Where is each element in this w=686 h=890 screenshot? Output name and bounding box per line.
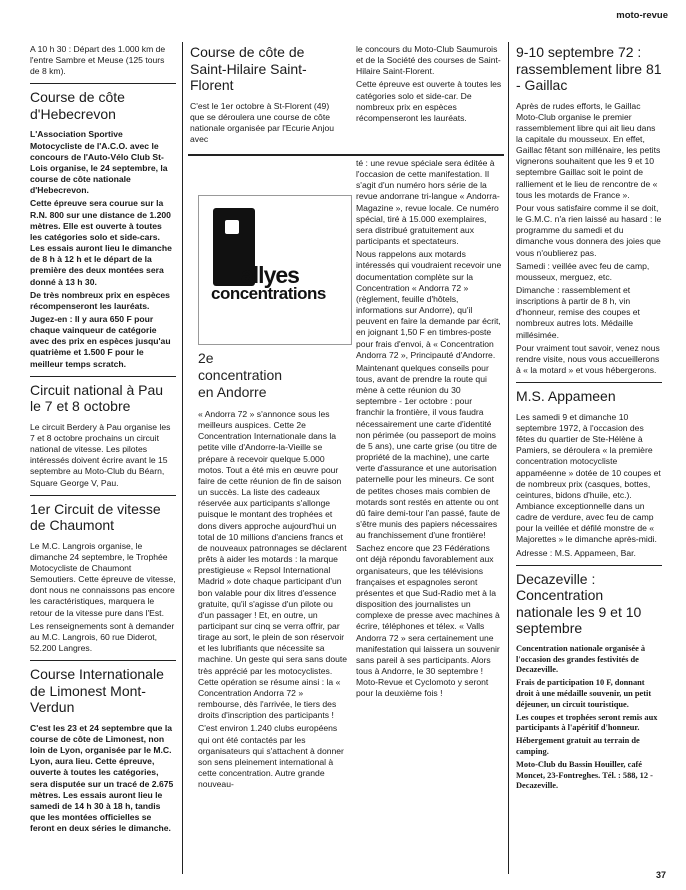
article-paragraph: Après de rudes efforts, le Gaillac Moto-Club organise le premier rassemblement libre qui ait lieu dans la capitale du mousseux. En effet, Gaillac fêtant son millénaire, les petits vignerons souhaitent que les 9 et 10 septembre Gaillac soit le point de ralliement et le lieu de rencontre de « tous les motards de France ». [516, 100, 661, 200]
article-paragraph: Dimanche : rassemblement et inscriptions à partir de 8 h, vin d'honneur, remise des coupes et nombreux autres lots. Médaille millésimée. [516, 285, 640, 340]
rallyes-concentrations-logo [198, 195, 352, 345]
article-paragraph: le concours du Moto-Club Saumurois et de la Société des courses de Saint-Hilaire Saint-Florent. [356, 44, 501, 77]
column-3-body [356, 158, 502, 878]
article-paragraph: té : une revue spéciale sera éditée à l'occasion de cette manifestation. Il s'agit d'un numéro hors série de la revue andorrane tri-langue « Andorra-Magazine », revue locale. Ce numéro spécial, tiré à 15.000 exemplaires, sera distribué gratuitement aux participants et spectateurs. [356, 158, 500, 247]
article-title: 2e concentration en Andorre [198, 350, 283, 400]
article-title: Course de côte de Saint-Hilaire Saint-Florent [190, 44, 307, 93]
column-divider [182, 42, 183, 874]
article-paragraph: Les coupes et trophées seront remis aux participants à l'apéritif d'honneur. [516, 712, 658, 733]
column-1 [30, 44, 176, 879]
article-paragraph: Concentration nationale organisée à l'occasion des grandes festivités de Decazeville. [516, 643, 646, 675]
article-paragraph: Adresse : M.S. Appameen, Bar. [516, 547, 636, 558]
article-paragraph: Le M.C. Langrois organise, le dimanche 24 septembre, le Trophée Motocycliste de Chaumont Semoutiers. Cette épreuve de vitesse, dont nous ne connaissons pas encore les caractéristiques, marquera le retour de la vitesse pure dans l'Est. [30, 540, 176, 618]
article-paragraph: De très nombreux prix en espèces récompenseront les lauréats. [30, 289, 170, 311]
column-2-top [190, 44, 340, 194]
article-paragraph: Samedi : veillée avec feu de camp, mousseux, merguez, etc. [516, 260, 650, 282]
article-paragraph: Cette épreuve sera courue sur la R.N. 800 sur une distance de 1.200 mètres. Elle est ouverte à toutes les catégories solo et side-cars. Les essais auront lieu le dimanche de 8 h à 12 h et le départ de la première des deux montées sera donné à 13 h 30. [30, 198, 172, 287]
section-divider [188, 154, 504, 156]
article-paragraph: Le circuit Berdery à Pau organise les 7 et 8 octobre prochains un circuit national de vitesse. Les pilotes intéressés doivent écrire avant le 15 septembre au Moto-Club du Béarn, Square George V, Pau. [30, 421, 171, 488]
column-3-top [356, 44, 502, 154]
article-paragraph: Jugez-en : Il y aura 650 F pour chaque vainqueur de catégorie avec des prix en espèces jusqu'au quatrième et 1.500 F pour le meilleur temps scratch. [30, 313, 171, 369]
page-number: 37 [655, 870, 666, 880]
article-paragraph: Les renseignements sont à demander au M.C. Langrois, 60 rue Diderot, 52.200 Langres. [30, 620, 175, 654]
column-4 [516, 44, 662, 879]
article-paragraph: C'est les 23 et 24 septembre que la course de côte de Limonest, non loin de Lyon, organisée par le M.C. Lyon, aura lieu. Cette épreuve, ouverte à toutes les catégories, sera disputée sur un tracé de 2.675 mètres. Les essais auront lieu le samedi de 14 h 30 à 18 h, tandis que les montées officielles se feront en deux séries le dimanche. [30, 722, 174, 834]
logo-text: concentrations [211, 284, 326, 303]
article-paragraph: L'Association Sportive Motocycliste de l'A.C.O. avec le concours de l'Auto-Vélo Club St-Lois organise, le 24 septembre, la course de côte nationale d'Hebecrevon. [30, 129, 168, 196]
column-2-body [198, 350, 348, 878]
article-paragraph: Moto-Club du Bassin Houiller, café Moncet, 23-Fontreghes. Tél. : 588, 12 - Decazeville. [516, 759, 653, 791]
article-paragraph: Les samedi 9 et dimanche 10 septembre 1972, à l'occasion des fêtes du quartier de Ste-Hélène à Pamiers, se déroulera « la première concentration motocycliste appaméenne » dotée de 10 coupes et de nombreux prix (casques, bottes, ceintures, bidons d'huile, etc.). Ambiance exceptionnelle dans un cadre de verdure, avec feu de camp pour la veillée et défilé monstre de « Majorettes » le dimanche après-midi. [516, 411, 661, 545]
column-divider [508, 42, 509, 874]
article-title: Circuit national à Pau le 7 et 8 octobre [30, 376, 176, 415]
article-title: M.S. Appameen [516, 382, 662, 405]
article-paragraph: C'est le 1er octobre à St-Florent (49) que se déroulera une course de côte nationale organisée par l'Ecurie Anjou avec [190, 100, 335, 144]
article-paragraph: Sachez encore que 23 Fédérations ont déjà répondu favorablement aux organisateurs, que les télévisions françaises et espagnoles seront présentes et que Sud-Radio met à la disposition des journalistes un complexe de presse avec machines à écrire, téléphones et télex. « Valls Andorra 72 » sera certainement une manifestation qui laissera un souvenir sans pareil à ses participants. Alors tous à Andorre, le 30 septembre ! Moto-Revue et Cyclomoto y seront pour la deuxième fois ! [356, 543, 500, 699]
magazine-brand: moto-revue [616, 10, 668, 21]
article-paragraph: « Andorra 72 » s'annonce sous les meilleurs auspices. Cette 2e Concentration Internationale dans la petite ville d'Andorre-la-Vieille se prépare à recevoir quelque 5.000 motos. Tout a été mis en œuvre pour faire de cette réunion de fin de saison un succès. La liste des cadeaux réservée aux participants s'allonge puisque le montant des trophées et dons divers approche aujourd'hui un total de 10 millions d'anciens francs et de nouveaux patronnages se déclarent prêts à aider les motards : la marque prestigieuse « Repsol International Madrid » dote chaque participant d'un bon valable pour dix litres d'essence gratuite, qu'il s'agisse d'un pilote ou d'un passager ! Et, en outre, un participant sur cinq se verra offrir, par tirage au sort, le plein de son réservoir et les lubrifiants que nécessite sa machine. Un geste qui sera sans doute très apprécié par les motocyclistes. Cette opération se résume ainsi : la « Concentration Andorra 72 » rembourse, dès l'arrivée, le tiers des droits d'inscription des participants ! [198, 409, 348, 721]
article-paragraph: Cette épreuve est ouverte à toutes les catégories solo et side-car. De nombreux prix en espèces récompenseront les lauréats. [356, 79, 502, 123]
article-title: Course Internationale de Limonest Mont-Verdun [30, 660, 176, 716]
logo-text: allyes [241, 262, 299, 288]
article-title: 9-10 septembre 72 : rassemblement libre 81 - Gaillac [516, 44, 662, 93]
article-title: Course de côte d'Hebecrevon [30, 83, 176, 122]
article-title: 1er Circuit de vitesse de Chaumont [30, 495, 176, 534]
article-title: Decazeville : Concentration nationale les 9 et 10 septembre [516, 565, 662, 637]
article-paragraph: Hébergement gratuit au terrain de camping. [516, 736, 640, 756]
article-paragraph: C'est environ 1.240 clubs européens qui ont été contactés par les organisateurs qui s'attachent à donner son sens pleinement international à cette concentration. Autre grande nouveau- [198, 723, 344, 790]
article-paragraph: Frais de participation 10 F, donnant droit à une médaille souvenir, un petit déjeuner, un circuit touristique. [516, 678, 652, 709]
article-paragraph: Pour vous satisfaire comme il se doit, le G.M.C. n'a rien laissé au hasard : le programme du samedi et du dimanche vous donnera des joies que vous n'oublierez pas. [516, 202, 662, 258]
article-paragraph: Pour vraiment tout savoir, venez nous rendre visite, nous vous accueillerons à « la motard » et vous hébergerons. [516, 342, 660, 376]
article-paragraph: Maintenant quelques conseils pour tous, avant de prendre la route qui mène à cette réunion du 30 septembre - 1er octobre : pour franchir la frontière, il vous faudra nécessairement une carte d'identité non périmée (ou passeport de moins de 5 ans), une carte grise (ou titre de propriété de la machine), une carte verte d'assurance et une autorisation paternelle pour les mineurs. Ce sont de petites choses mais combien de motards sont restés en attente ou ont dû faire demi-tour l'an passé, faute de s'être munis des papiers nécessaires au franchissement d'une frontière! [356, 362, 500, 541]
article-paragraph: Nous rappelons aux motards intéressés qui voudraient recevoir une documentation complète sur la Concentration « Andorra 72 » (règlement, feuille d'hôtels, informations sur Andorre), qu'il peuvent en faire la demande par écrit, en joignant 1,50 F en timbres-poste pour frais d'envoi, à « Concentration Andorra 72 », Principauté d'Andorre. [356, 249, 502, 360]
intro-text: A 10 h 30 : Départ des 1.000 km de l'entre Sambre et Meuse (125 tours de 8 km). [30, 44, 166, 77]
